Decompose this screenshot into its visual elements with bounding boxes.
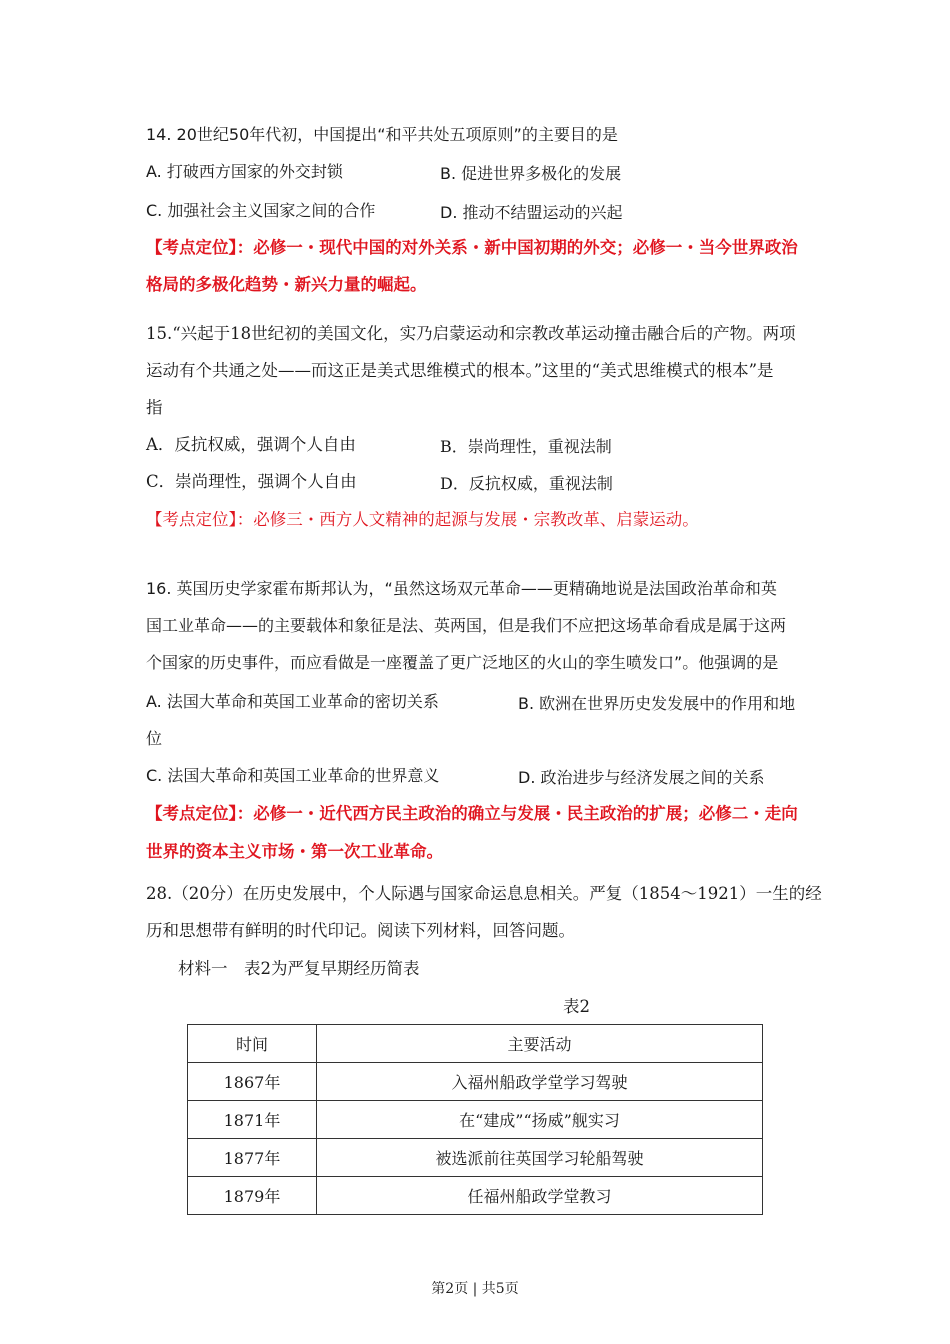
table-header-row xyxy=(188,1025,763,1063)
q16-option-c: C. 法国大革命和英国工业革命的世界意义 xyxy=(146,766,440,785)
table-title: 表2 xyxy=(563,997,590,1016)
table-cell-year: 1867年 xyxy=(188,1063,317,1101)
q15-option-a: A．反抗权威，强调个人自由 xyxy=(146,435,356,454)
q16-note-line-1: 【考点定位】：必修一・近代西方民主政治的确立与发展・民主政治的扩展；必修二・走向 xyxy=(146,804,798,823)
q28-stem-line-1: 28.（20分）在历史发展中，个人际遇与国家命运息息相关。严复（1854～1921）一生的经 xyxy=(146,884,822,903)
q15-note: 【考点定位】：必修三・西方人文精神的起源与发展・宗教改革、启蒙运动。 xyxy=(146,510,699,529)
q14-option-c: C. 加强社会主义国家之间的合作 xyxy=(146,201,376,220)
table-cell-activity: 被选派前往英国学习轮船驾驶 xyxy=(317,1139,763,1177)
q14-option-d: D. 推动不结盟运动的兴起 xyxy=(440,203,623,222)
q15-option-d: D．反抗权威，重视法制 xyxy=(440,474,613,493)
q16-stem-line-1: 16. 英国历史学家霍布斯邦认为，“虽然这场双元革命——更精确地说是法国政治革命和英 xyxy=(146,579,777,598)
q15-stem-line-2: 运动有个共通之处——而这正是美式思维模式的根本。”这里的“美式思维模式的根本”是 xyxy=(146,361,774,380)
q15-option-b: B．崇尚理性，重视法制 xyxy=(440,437,612,456)
q14-option-a: A. 打破西方国家的外交封锁 xyxy=(146,162,343,181)
q16-stem-line-3: 个国家的历史事件，而应看做是一座覆盖了更广泛地区的火山的孪生喷发口”。他强调的是 xyxy=(146,653,779,672)
q15-stem-line-1: 15.“兴起于18世纪初的美国文化，实乃启蒙运动和宗教改革运动撞击融合后的产物。两项 xyxy=(146,324,796,343)
q16-stem-line-2: 国工业革命——的主要载体和象征是法、英两国，但是我们不应把这场革命看成是属于这两 xyxy=(146,616,787,635)
q14-stem: 14. 20世纪50年代初，中国提出“和平共处五项原则”的主要目的是 xyxy=(146,125,618,144)
q16-option-b: B. 欧洲在世界历史发发展中的作用和地 xyxy=(518,694,796,713)
q28-material-label: 材料一 表2为严复早期经历简表 xyxy=(178,959,420,978)
q15-option-c: C．崇尚理性，强调个人自由 xyxy=(146,472,357,491)
table-cell-activity: 入福州船政学堂学习驾驶 xyxy=(317,1063,763,1101)
table-row xyxy=(188,1101,763,1139)
q16-option-a: A. 法国大革命和英国工业革命的密切关系 xyxy=(146,692,439,711)
q14-option-b: B. 促进世界多极化的发展 xyxy=(440,164,622,183)
table-row xyxy=(188,1177,763,1215)
q28-stem-line-2: 历和思想带有鲜明的时代印记。阅读下列材料，回答问题。 xyxy=(146,921,575,940)
q15-stem-line-3: 指 xyxy=(146,398,163,417)
q16-option-b-continued: 位 xyxy=(146,729,163,748)
table-row xyxy=(188,1063,763,1101)
q14-note-line-1: 【考点定位】：必修一・现代中国的对外关系・新中国初期的外交；必修一・当今世界政治 xyxy=(146,238,798,257)
table-cell-year: 1879年 xyxy=(188,1177,317,1215)
q16-option-d: D. 政治进步与经济发展之间的关系 xyxy=(518,768,765,787)
table-row xyxy=(188,1139,763,1177)
table-header-activity: 主要活动 xyxy=(317,1025,763,1063)
table-cell-year: 1877年 xyxy=(188,1139,317,1177)
table-cell-year: 1871年 xyxy=(188,1101,317,1139)
table-header-time: 时间 xyxy=(188,1025,317,1063)
q16-note-line-2: 世界的资本主义市场・第一次工业革命。 xyxy=(146,842,443,861)
table-cell-activity: 任福州船政学堂教习 xyxy=(317,1177,763,1215)
experience-table xyxy=(187,1024,763,1215)
table-cell-activity: 在“建成”“扬威”舰实习 xyxy=(317,1101,763,1139)
page-footer: 第2页 | 共5页 xyxy=(431,1281,519,1297)
q14-note-line-2: 格局的多极化趋势・新兴力量的崛起。 xyxy=(146,275,427,294)
